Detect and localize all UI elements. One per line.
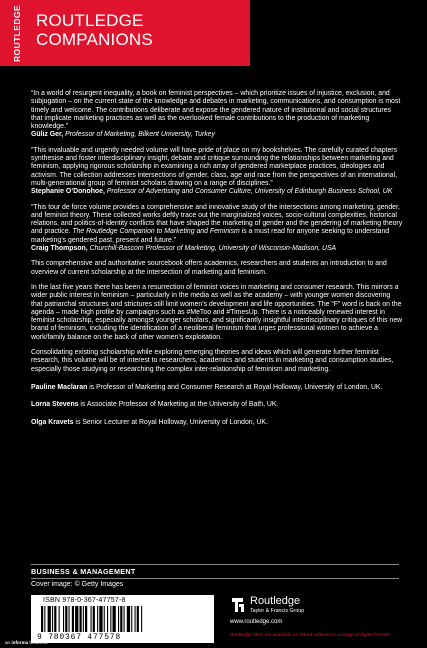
barcode-bar bbox=[141, 606, 142, 632]
barcode-bar bbox=[85, 606, 87, 632]
endorsement-text: “This tour de force volume provides a comprehensive and innovative study of the intersections among marketing, gender, and feminist theory. These collected works deftly trace out the marginalized voices, socio-cultural complexities, historical relations, and politics-of-identity conflicts that have shaped the marketing of gender and the gendering of marketing theory and practice. The Routledge Companion to Marketing and Feminism is a must read for anyone seeking to understand marketing’s gendered past, present and future.” bbox=[31, 203, 403, 244]
barcode-bar bbox=[110, 606, 111, 632]
barcode-bar bbox=[99, 606, 102, 632]
author-bio: Olga Kravets is Senior Lecturer at Royal Holloway, University of London, UK. bbox=[31, 418, 268, 426]
endorser-name: Güliz Ger bbox=[31, 131, 62, 139]
barcode-bar bbox=[118, 606, 119, 632]
barcode-bar bbox=[69, 606, 70, 632]
series-banner bbox=[0, 0, 250, 66]
endorser-affiliation: Churchill-Bascom Professor of Marketing, University of Wisconsin-Madison, USA bbox=[89, 245, 337, 253]
back-cover-text bbox=[31, 90, 403, 436]
publisher-group: Taylor & Francis Group bbox=[250, 608, 305, 614]
endorser-affiliation: Professor of Advertising and Consumer Culture, University of Edinburgh Business School, UK bbox=[106, 188, 393, 196]
barcode-bar bbox=[107, 606, 108, 632]
endorsement-attribution: Güliz Ger, Professor of Marketing, Bilkent University, Turkey bbox=[31, 131, 215, 139]
barcode-bar bbox=[135, 606, 136, 632]
barcode-bar bbox=[52, 606, 53, 632]
informa-brand: informa bbox=[11, 640, 29, 645]
informa-business-line: an informa business bbox=[5, 640, 48, 645]
endorsement-text: “In a world of resurgent inequality, a book on feminist perspectives – which prioritize issues of injustice, exclusion, and subjugation – on the current state of the knowledge and debates in marketing, communications, and consumption is most timely and welcome. The contributions deliberate and expose the gendered nature of institutional and social structures that implicate marketing practices as well as the overlooked female contributions to the production of marketing knowledge.” bbox=[31, 90, 401, 131]
barcode-bar bbox=[137, 606, 139, 632]
barcode-bar bbox=[72, 606, 74, 632]
author-name: Pauline Maclaran bbox=[31, 383, 88, 391]
endorsement-text: “This invaluable and urgently needed volume will have pride of place on my bookshelves. The carefully curated chapters synthesise and foster interdisciplinary insight, debate and critique surrounding the relationships between marketing and feminism, applying rigorous scholarship in examining a rich array of gendered marketplace practices, ideologies and activism. The collection addresses intersections of gender, class, age and race from the perspectives of an international, multi-generational group of feminist scholars drawing on a range of disciplines.” bbox=[31, 146, 398, 187]
barcode-bar bbox=[91, 606, 92, 632]
author-bio: Lorna Stevens is Associate Professor of Marketing at the University of Bath, UK. bbox=[31, 401, 279, 409]
isbn-barcode bbox=[31, 595, 214, 643]
barcode-bar bbox=[124, 606, 125, 632]
endorsement-1 bbox=[31, 90, 403, 140]
barcode-bar bbox=[97, 606, 98, 632]
barcode-bar bbox=[93, 606, 95, 632]
author-bio: Pauline Maclaran is Professor of Marketing and Consumer Research at Royal Holloway, University of London, UK. bbox=[31, 383, 383, 391]
barcode-bar bbox=[41, 606, 43, 632]
series-title-line1: ROUTLEDGE bbox=[36, 11, 144, 30]
brand-vertical-logo: ROUTLEDGE bbox=[12, 5, 22, 62]
barcode-bar bbox=[127, 606, 130, 632]
routledge-logo-icon bbox=[230, 596, 246, 614]
barcode-bar bbox=[120, 606, 122, 632]
barcode-bar bbox=[104, 606, 105, 632]
publisher-name: Routledge bbox=[250, 595, 301, 607]
endorsement-attribution: Craig Thompson, Churchill-Bascom Professor of Marketing, University of Wisconsin-Madison, USA bbox=[31, 245, 337, 253]
book-title-italic: The Routledge Companion to Marketing and Feminism bbox=[72, 228, 240, 236]
author-name: Lorna Stevens bbox=[31, 401, 79, 409]
isbn-number: ISBN 978-0-367-47757-8 bbox=[43, 597, 126, 604]
barcode-bar bbox=[113, 606, 116, 632]
author-bios bbox=[31, 384, 403, 427]
barcode-bar bbox=[54, 606, 56, 632]
cover-credit: Cover image: © Getty Images bbox=[31, 581, 124, 588]
barcode-bar bbox=[83, 606, 84, 632]
barcode-bar bbox=[80, 606, 82, 632]
endorser-affiliation: Professor of Marketing, Bilkent University, Turkey bbox=[65, 131, 215, 139]
barcode-bar bbox=[59, 606, 60, 632]
header-band bbox=[0, 0, 427, 66]
barcode-bar bbox=[131, 606, 132, 632]
series-title bbox=[36, 11, 153, 49]
divider bbox=[31, 564, 399, 565]
barcode-bars bbox=[41, 606, 206, 632]
barcode-bar bbox=[63, 606, 64, 632]
series-title-line2: COMPANIONS bbox=[36, 30, 153, 49]
endorser-name: Craig Thompson bbox=[31, 245, 86, 253]
subject-category: BUSINESS & MANAGEMENT bbox=[31, 567, 136, 576]
barcode-bar bbox=[48, 606, 51, 632]
description-paragraph: This comprehensive and authoritative sourcebook offers academics, researchers and students an introduction to and overview of current scholarship at the intersection of marketing and feminism. bbox=[31, 260, 387, 276]
endorsement-2 bbox=[31, 147, 403, 197]
description-paragraph: Consolidating existing scholarship while exploring emerging theories and ideas which will generate further feminist research, this volume will be of interest to researchers, academics and students in marketing and consumption studies, especially those studying or researching the complex inter-relationship of feminism and marketing. bbox=[31, 349, 394, 373]
author-name: Olga Kravets bbox=[31, 418, 74, 426]
endorsement-3 bbox=[31, 204, 403, 254]
barcode-bar bbox=[44, 606, 45, 632]
publisher-url[interactable]: www.routledge.com bbox=[230, 619, 283, 625]
endorser-name: Stephanie O’Donohoe bbox=[31, 188, 103, 196]
barcode-digits: 9 780367 477578 bbox=[37, 633, 122, 642]
barcode-bar bbox=[65, 606, 67, 632]
divider bbox=[31, 578, 399, 579]
description-paragraph: In the last five years there has been a resurrection of feminist voices in marketing and consumer research. This mirrors a wider public interest in feminism – particularly in the media as well as the academy – with younger women discovering that patriarchal structures and strictures still limit women’s development and life opportunities. The “F” word is back on the agenda – made high profile by campaigns such as #MeToo and #TimesUp. There is a noticeably renewed interest in feminist scholarship, especially amongst younger scholars, and significantly insightful interdisciplinary critiques of this new brand of feminism, including the identification of a neoliberal feminism that urges professional women to achieve a work/family balance on the back of other women’s exploitation. bbox=[31, 283, 403, 341]
ebook-note: Routledge titles are available as eBook editions in a range of digital formats bbox=[230, 633, 390, 638]
barcode-bar bbox=[75, 606, 78, 632]
endorsement-attribution: Stephanie O’Donohoe, Professor of Advertising and Consumer Culture, University of Edinburgh Business School, UK bbox=[31, 188, 393, 196]
